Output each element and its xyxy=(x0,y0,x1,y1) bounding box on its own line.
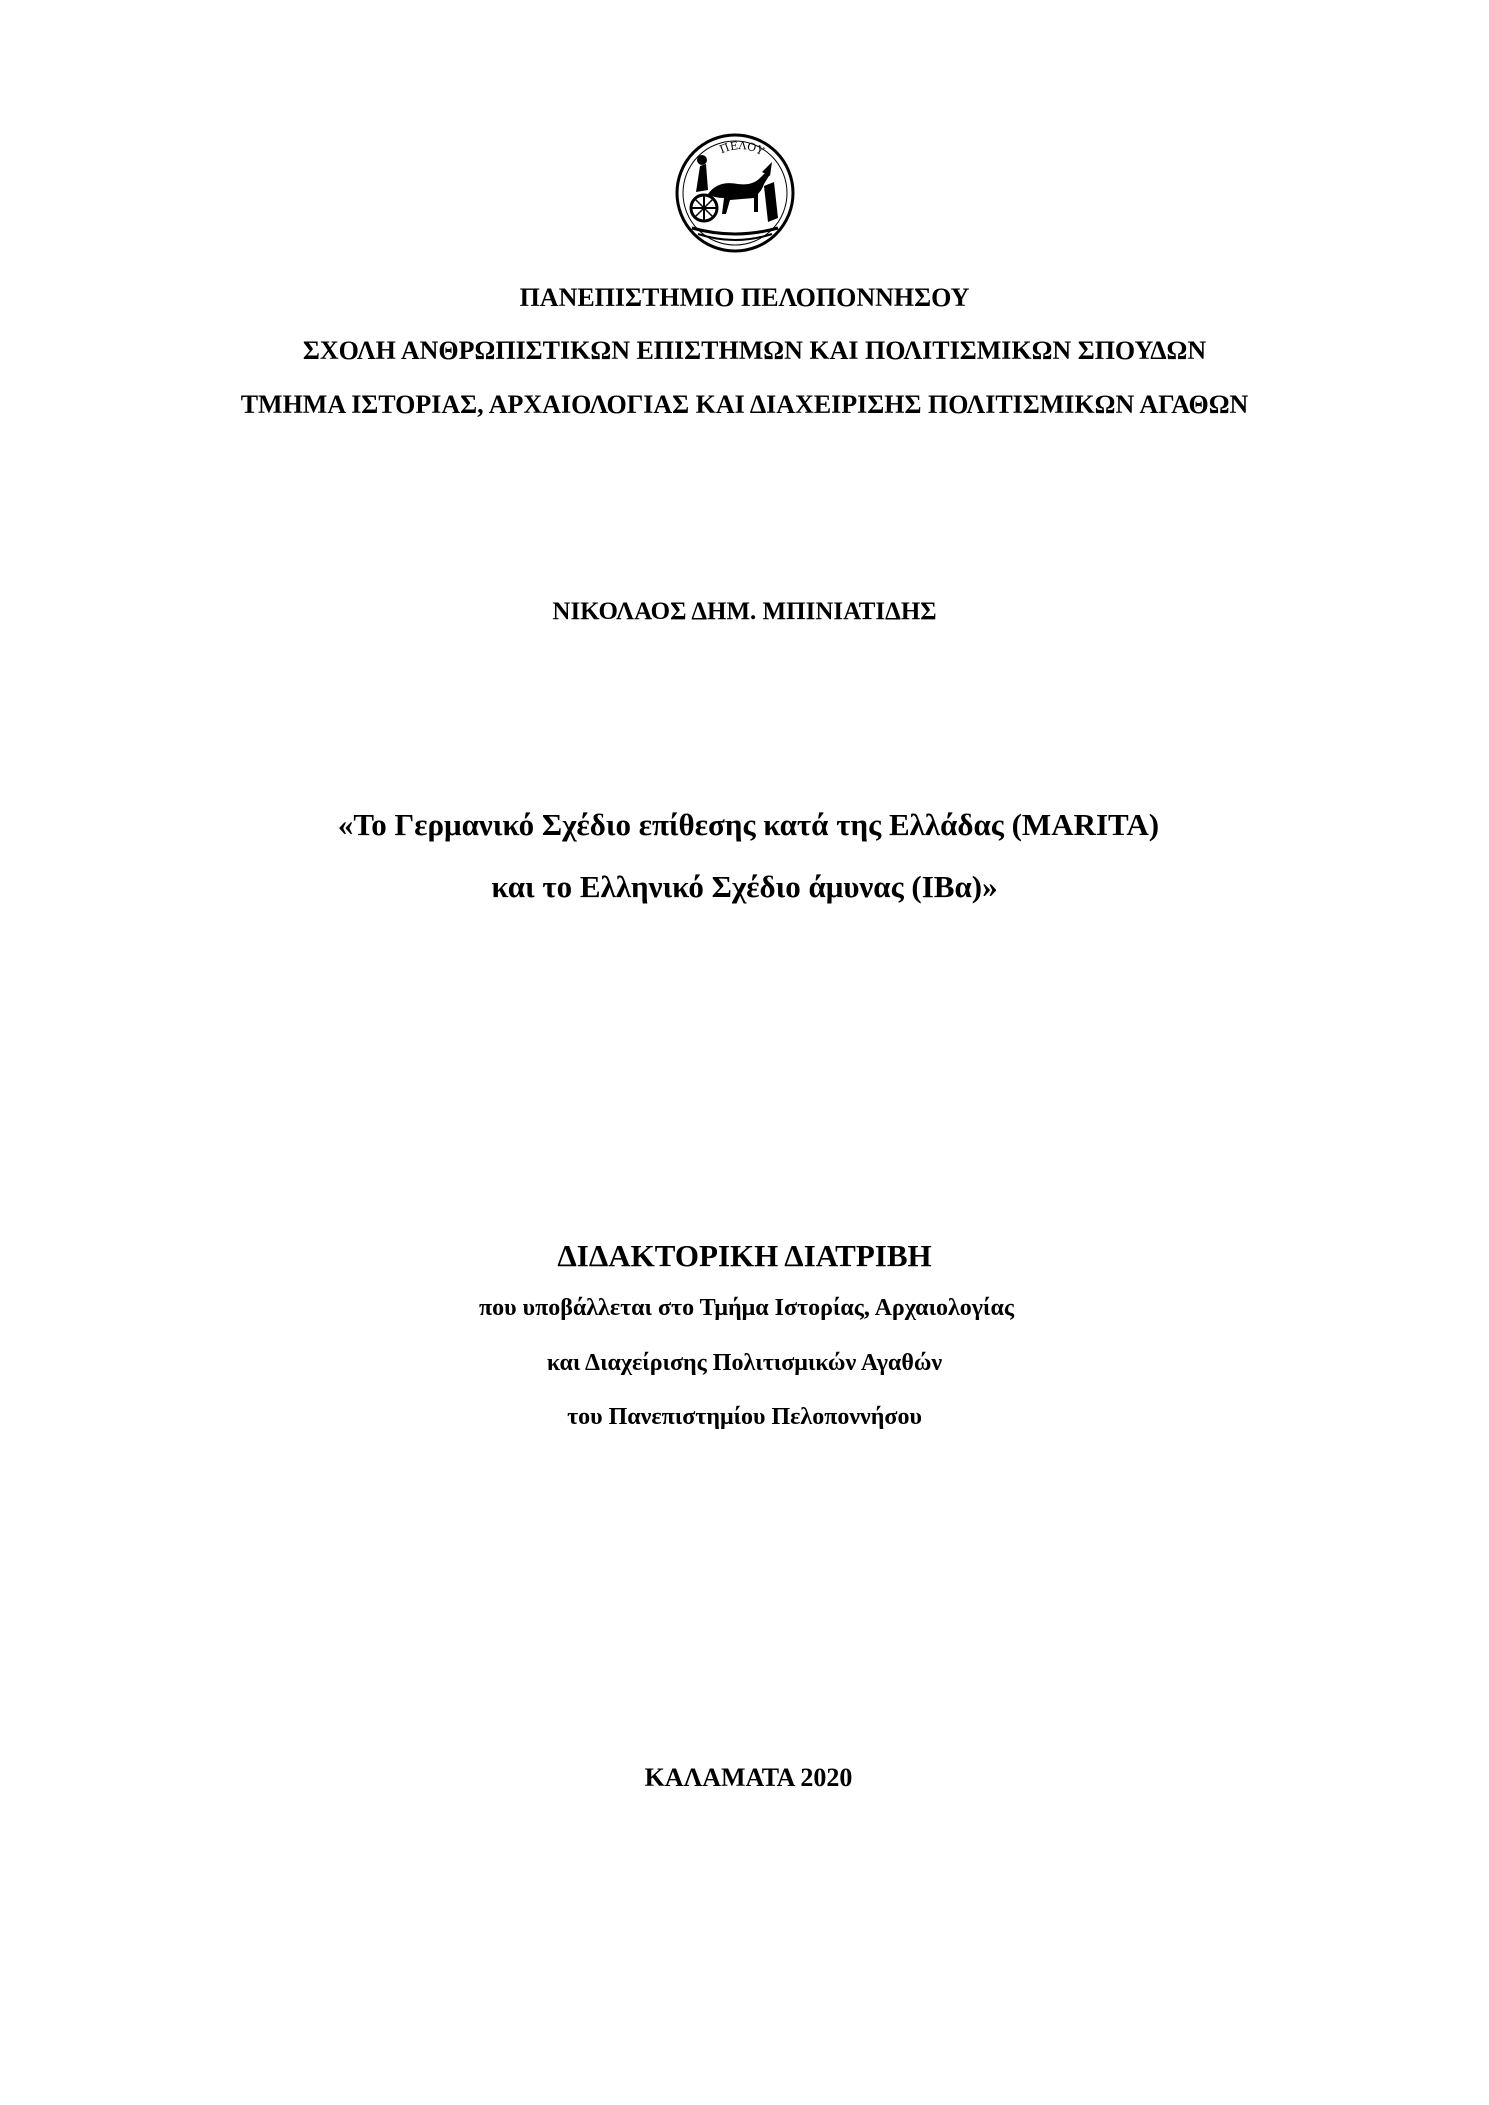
department-name: ΤΜΗΜΑ ΙΣΤΟΡΙΑΣ, ΑΡΧΑΙΟΛΟΓΙΑΣ ΚΑΙ ΔΙΑΧΕΙΡΙΣΗΣ ΠΟΛΙΤΙΣΜΙΚΩΝ ΑΓΑΘΩΝ xyxy=(240,390,1249,419)
university-seal-icon xyxy=(674,132,796,254)
thesis-title-line-2: και το Ελληνικό Σχέδιο άμυνας (ΙΒα)» xyxy=(491,869,998,904)
university-name: ΠΑΝΕΠΙΣΤΗΜΙΟ ΠΕΛΟΠΟΝΝΗΣΟΥ xyxy=(519,283,970,312)
thesis-type: ΔΙΔΑΚΤΟΡΙΚΗ ΔΙΑΤΡΙΒΗ xyxy=(557,1238,932,1273)
submission-line-3: του Πανεπιστημίου Πελοποννήσου xyxy=(567,1404,922,1430)
seal-inscription: ΠΕΛΟΥ xyxy=(717,139,767,158)
author-name: ΝΙΚΟΛΑΟΣ ΔΗΜ. ΜΠΙΝΙΑΤΙΔΗΣ xyxy=(552,598,937,625)
submission-line-1: που υποβάλλεται στο Τμήμα Ιστορίας, Αρχαιολογίας xyxy=(479,1295,1014,1321)
thesis-title-line-1: «Το Γερμανικό Σχέδιο επίθεσης κατά της Ελλάδας (MARITA) xyxy=(337,807,1160,842)
school-name: ΣΧΟΛΗ ΑΝΘΡΩΠΙΣΤΙΚΩΝ ΕΠΙΣΤΗΜΩΝ ΚΑΙ ΠΟΛΙΤΙΣΜΙΚΩΝ ΣΠΟΥΔΩΝ xyxy=(302,336,1207,365)
submission-line-2: και Διαχείρισης Πολιτισμικών Αγαθών xyxy=(546,1350,943,1376)
place-and-year: ΚΑΛΑΜΑΤΑ 2020 xyxy=(644,1763,853,1792)
